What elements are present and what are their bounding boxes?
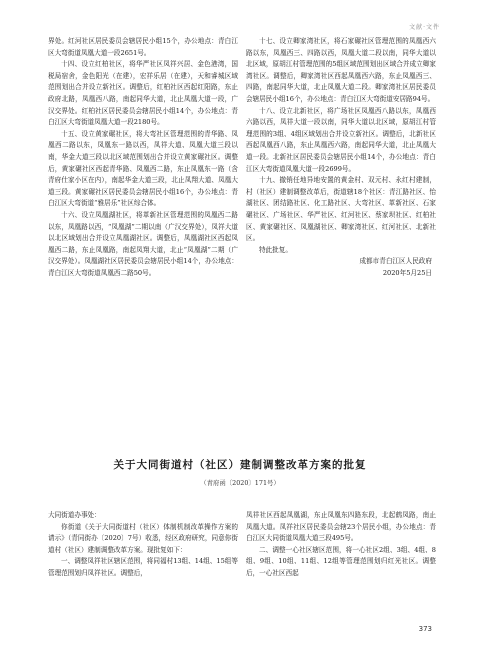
paragraph: 界处。红河社区居民委员会辖居民小组15个，办公地点：青白江区大弯街道凤凰大道一段2651号。 [48, 37, 238, 57]
left-column-bottom [48, 510, 238, 628]
paragraph: 你街道《关于大同街道村（社区）体制机制改革操作方案的请示》（青同街办〔2020〕7号）收悉，经区政府研究，同意你街道村（社区）建制调整改革方案。现批复如下： [48, 522, 238, 554]
notice-title: 关于大同街道村（社区）建制调整改革方案的批复 [113, 459, 367, 471]
section-header-tag: 文献·文件 [409, 24, 440, 31]
paragraph: 十八、设立北新社区，将广场社区凤凰西八路以东，凤凰西六路以西，凤祥大道一段以南，同华大道以北区域，原胡江村管理范围的3组、4组区域划出合并设立新社区。调整后，北新社区西起凤凰西八路，东止凤凰西六路，南起同华大道，北止凤凰大道一段。北新社区居民委员会辖居民小组14个，办公地点：青白江区大弯街道凤凰大道一段2699号。 [246, 106, 436, 173]
salutation: 大同街道办事处： [48, 511, 101, 519]
signature-date: 2020年5月25日 [382, 268, 432, 277]
page-number: 373 [418, 625, 432, 633]
paragraph: 十七、设立卿家湾社区，将石家碾社区管理范围的凤凰西六路以东，凤凰西三、四路以西，凤凰大道二段以南，同华大道以北区域，原胡江村管理范围的5组区域范围划出区域合并成立卿家湾社区。调整后，卿家湾社区西起凤凰西六路，东止凤凰西三、四路，南起同华大道，北止凤凰大道二段。卿家湾社区居民委员会辖居民小组16个，办公地点：青白江区大弯街道安居路94号。 [246, 37, 436, 103]
right-column-bottom [246, 510, 436, 628]
paragraph: 一、调整凤祥社区辖区范围，将同福村13组、14组、15组等管理范围划归凤祥社区。调整后， [48, 557, 238, 577]
paragraph: 特此批复。 [259, 245, 292, 254]
document-number: （青府函〔2020〕171号） [200, 479, 280, 487]
paragraph: 十六、设立凤凰湖社区，将革新社区管理范围的凤凰西二路以东，凤凰路以西，“凤凰湖”二期以南（广汉交界处），凤祥大道以北区域划出合并设立凤凰湖社区。调整后，凤凰湖社区西起凤凰西二路，东止凤凰路，南起凤翔大道，北止“凤凰湖”二期（广汉交界处）。凤凰湖社区居民委员会辖居民小组14个，办公地点：青白江区大弯街道凤凰西二路50号。 [48, 210, 238, 277]
paragraph: 十九、撤销任地异地安置的黄金村、双元村、永红村建制，村（社区）建制调整改革后，街道辖18个社区：青江路社区、怡湖社区、团结路社区、化工路社区、大弯社区、革新社区、石家碾社区、广场社区、华严社区、红河社区、蔡家坝社区、红柏社区、黄家碾社区、凤凰湖社区、卿家湾社区、红河社区、北新社区。 [246, 176, 436, 243]
signature-org: 成都市青白江区人民政府 [359, 257, 432, 266]
right-column-top [246, 36, 436, 446]
paragraph: 凤祥社区西起凤凰湖，东止凤凰东四路东段，北起鹤凤路，南止凤凰大道。凤祥社区居民委员会辖23个居民小组，办公地点：青白江区大同街道凤凰大道三段495号。 [246, 511, 436, 543]
paragraph: 十五、设立黄家碾社区，将大弯社区管理范围的青华路、凤凰西二路以东，凤凰东一路以西，凤祥大道、凤凰大道三段以南，华金大道三段以北区域范围划出合并设立黄家碾社区。调整后，黄家碾社区西起青华路、凤凰西二路，东止凤凰东一路（含青府仕家小区在内），南起华金大道三段，北止凤翔大道、凤凰大道三段。黄家碾社区居民委员会辖居民小组16个，办公地点：青白江区大弯街道“雅居乐”社区综合体。 [48, 129, 238, 208]
paragraph: 十四、设立红柏社区，将华严社区凤祥兴居、金色港湾，国税局宿舍，金色阳光（在建），宏祥乐居（在建），天和睿城区域范围划出合并设立新社区。调整后，红柏社区西起红阳路，东止政府北路，凤凰西八路，南起同华大道，北止凤凰大道一段，广汉交界处。红柏社区居民委员会辖居民小组14个，办公地点：青白江区大弯街道凤凰大道一段2180号。 [48, 60, 238, 127]
paragraph: 二、调整一心社区辖区范围，将一心社区2组、3组、4组、8组、9组、10组、11组、12组等管理范围划归红光社区。调整后，一心社区西起 [246, 545, 436, 577]
left-column-top [48, 36, 238, 446]
